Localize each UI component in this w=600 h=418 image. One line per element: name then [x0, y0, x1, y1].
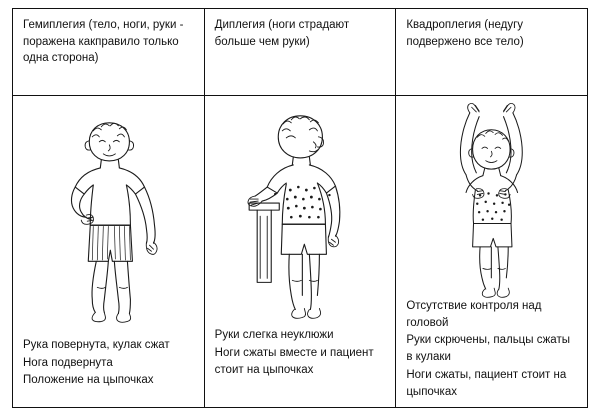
caption-line: Положение на цыпочках	[23, 373, 154, 386]
caption-line: Нога подвернута	[23, 356, 113, 369]
caption-line: Ноги сжаты вместе и пациент стоит на цыпочках	[214, 346, 374, 376]
caption-line: Отсутствие контроля над головой	[406, 299, 542, 329]
column-diplegia-heading: Диплегия (ноги страдают больше чем руки)	[214, 19, 350, 48]
column-quadriplegia-caption	[396, 298, 587, 408]
child-hemiplegia-figure	[13, 96, 204, 337]
column-diplegia	[204, 9, 396, 407]
column-diplegia-caption	[205, 327, 396, 407]
column-quadriplegia	[395, 9, 587, 407]
column-quadriplegia-heading: Квадроплегия (недугу подвержено все тело)	[406, 19, 524, 48]
caption-line: Ноги сжаты, пациент стоит на цыпочках	[406, 368, 567, 398]
diagram-frame	[12, 8, 588, 408]
column-hemiplegia-caption	[13, 337, 204, 407]
child-diplegia-figure	[205, 96, 396, 327]
column-hemiplegia	[13, 9, 204, 407]
caption-line: Рука повернута, кулак сжат	[23, 339, 170, 352]
caption-line: Руки слегка неуклюжи	[214, 329, 334, 342]
column-hemiplegia-heading: Гемиплегия (тело, ноги, руки - поражена какправило только одна сторона)	[23, 19, 184, 65]
caption-line: Руки скрючены, пальцы сжаты в кулаки	[406, 334, 570, 364]
child-quadriplegia-figure	[396, 96, 587, 298]
